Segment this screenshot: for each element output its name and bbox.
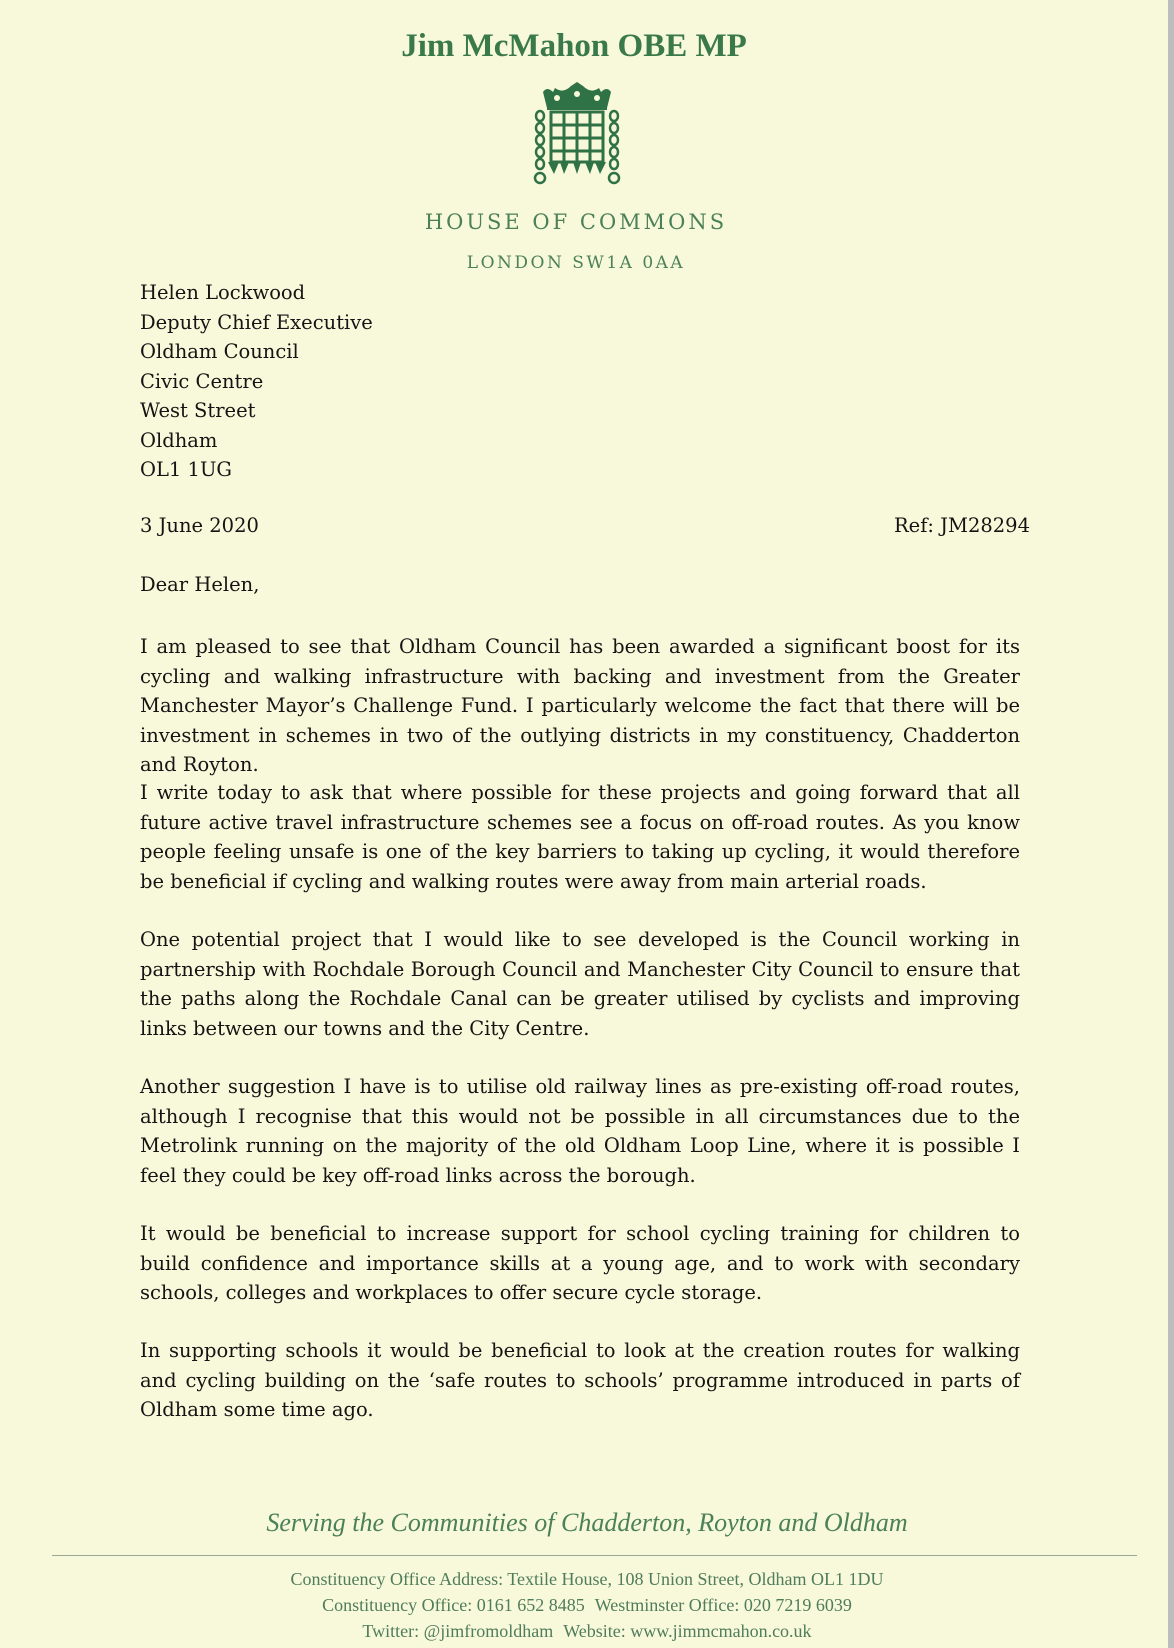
twitter-handle[interactable]: Twitter: @jimfromoldham xyxy=(362,1621,554,1641)
body-paragraph: It would be beneficial to increase support for school cycling training for children to build confidence and importance skills at a young age, and to work with secondary schools, colleges and workplaces to offer secure cycle storage. xyxy=(140,1222,1020,1304)
recipient-title: Deputy Chief Executive xyxy=(140,310,373,334)
body-paragraph: I am pleased to see that Oldham Council has been awarded a significant boost for its cycling and walking infrastructure with backing and investment from the Greater Manchester Mayor’s Challenge Fund. I particularly welcome the fact that there will be investment in schemes in two of the outlying districts in my constituency, Chadderton and Royton. xyxy=(140,635,1020,776)
footer-divider xyxy=(52,1555,1137,1556)
page-edge xyxy=(1168,0,1174,1648)
body-paragraph: In supporting schools it would be beneficial to look at the creation routes for walking and cycling building on the ‘safe routes to schools’ programme introduced in parts of Oldham some time ago. xyxy=(140,1339,1020,1421)
recipient-building: Civic Centre xyxy=(140,369,264,393)
footer-contacts xyxy=(0,1621,1174,1642)
letter-date: 3 June 2020 xyxy=(140,514,259,537)
institution-name: HOUSE OF COMMONS xyxy=(424,210,728,234)
constituency-phone: Constituency Office: 0161 652 8485 xyxy=(322,1595,585,1615)
footer-tagline: Serving the Communities of Chadderton, Royton and Oldham xyxy=(266,1508,908,1537)
footer-address: Constituency Office Address: Textile House, 108 Union Street, Oldham OL1 1DU xyxy=(290,1569,884,1589)
body-paragraph: Another suggestion I have is to utilise old railway lines as pre-existing off-road routes, although I recognise that this would not be possible in all circumstances due to the Metrolink running on the majority of the old Oldham Loop Line, where it is possible I feel they could be key off-road links across the borough. xyxy=(140,1075,1020,1187)
westminster-phone: Westminster Office: 020 7219 6039 xyxy=(594,1595,852,1615)
recipient-street: West Street xyxy=(140,399,256,422)
body-paragraph: I write today to ask that where possible for these projects and going forward that all future active travel infrastructure schemes see a focus on off-road routes. As you know people feeling unsafe is one of the key barriers to taking up cycling, it would therefore be beneficial if cycling and walking routes were away from main arterial roads. xyxy=(140,781,1020,893)
institution-address: LONDON SW1A 0AA xyxy=(466,253,686,273)
recipient-name: Helen Lockwood xyxy=(140,281,306,304)
recipient-organisation: Oldham Council xyxy=(140,340,299,363)
salutation: Dear Helen, xyxy=(140,573,260,596)
letter-reference: Ref: JM28294 xyxy=(893,514,1030,537)
recipient-town: Oldham xyxy=(140,428,218,452)
recipient-address xyxy=(140,278,373,485)
mp-name-heading: Jim McMahon OBE MP xyxy=(401,28,747,64)
body-paragraph: One potential project that I would like to see developed is the Council working in partnership with Rochdale Borough Council and Manchester City Council to ensure that the paths along the Rochdale Canal can be greater utilised by cyclists and improving links between our towns and the City Centre. xyxy=(140,928,1020,1040)
footer-phones xyxy=(0,1595,1174,1616)
website-link[interactable]: Website: www.jimmcmahon.co.uk xyxy=(563,1621,812,1641)
portcullis-crest-icon xyxy=(533,82,621,186)
recipient-postcode: OL1 1UG xyxy=(140,458,232,481)
